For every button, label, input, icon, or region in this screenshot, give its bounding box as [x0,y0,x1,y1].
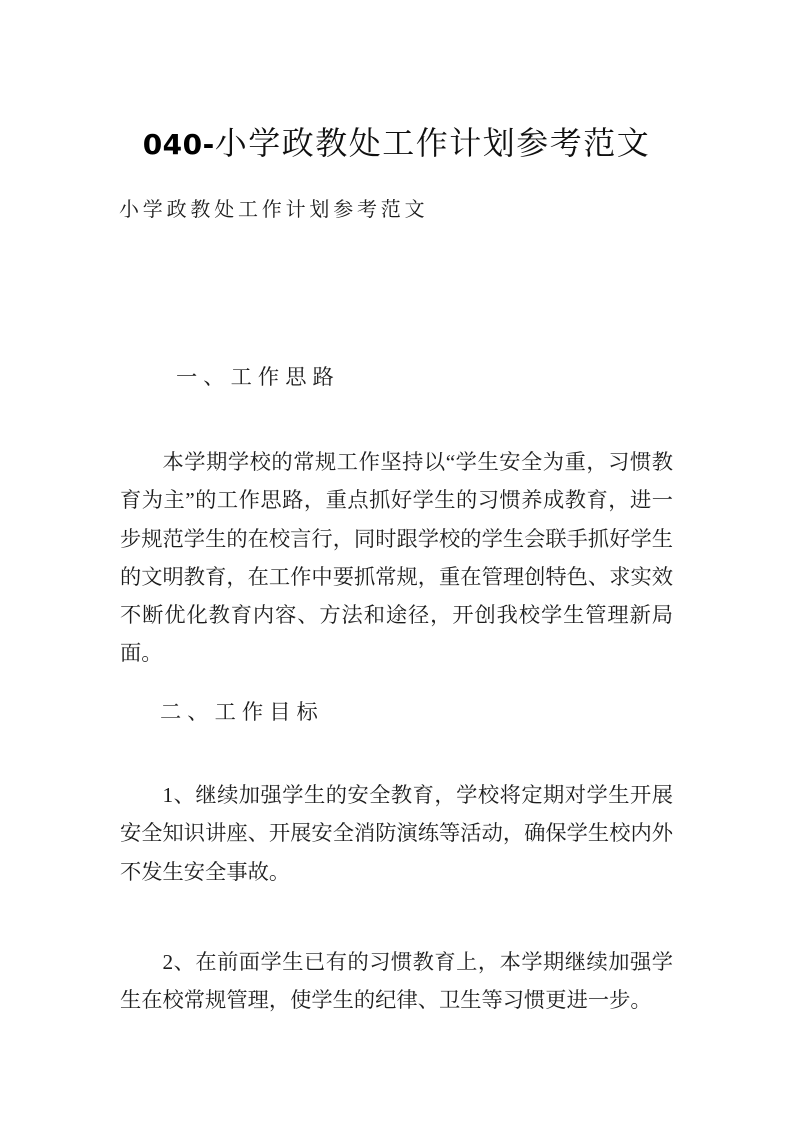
title-number-prefix: 040- [142,128,215,161]
section-heading-work-ideas: 一、工作思路 [176,365,340,389]
section-heading-work-goals: 二、工作目标 [160,700,324,724]
document-title [0,123,793,165]
title-text: 小学政教处工作计划参考范文 [214,125,651,161]
document-subtitle: 小学政教处工作计划参考范文 [119,199,429,221]
paragraph-work-ideas: 本学期学校的常规工作坚持以“学生安全为重，习惯教育为主”的工作思路，重点抓好学生的习惯养成教育，进一步规范学生的在校言行，同时跟学校的学生会联手抓好学生的文明教育，在工作中要抓常规，重在管理创特色、求实效不断优化教育内容、方法和途径，开创我校学生管理新局面。 [120,450,673,666]
paragraph-goal-1: 1、继续加强学生的安全教育，学校将定期对学生开展安全知识讲座、开展安全消防演练等活动，确保学生校内外不发生安全事故。 [120,783,673,884]
paragraph-goal-2: 2、在前面学生已有的习惯教育上，本学期继续加强学生在校常规管理，使学生的纪律、卫生等习惯更进一步。 [120,950,673,1013]
